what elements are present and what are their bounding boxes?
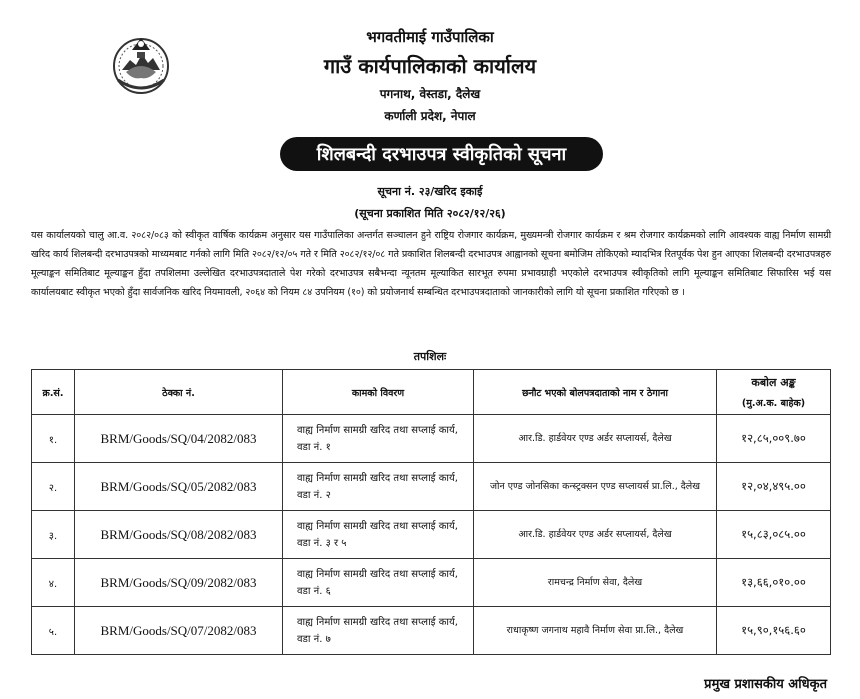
- cell-description: वाह्य निर्माण सामग्री खरिद तथा सप्लाई कार्य, वडा नं. १: [283, 415, 474, 463]
- cell-amount: १५,८३,०८५.००: [717, 511, 831, 559]
- header-sn: क्र.सं.: [32, 370, 75, 415]
- cell-description: वाह्य निर्माण सामग्री खरिद तथा सप्लाई कार्य, वडा नं. ३ र ५: [283, 511, 474, 559]
- award-table: [31, 369, 831, 655]
- header-bidder: छनौट भएको बोलपत्रदाताको नाम र ठेगाना: [474, 370, 717, 415]
- header-amount-label: कबोल अङ्क: [751, 376, 796, 389]
- schedule-label: तपशिलः: [413, 350, 447, 363]
- cell-amount: १२,०४,४९५.००: [717, 463, 831, 511]
- cell-sn: १.: [32, 415, 75, 463]
- cell-sn: ३.: [32, 511, 75, 559]
- cell-bidder: रामचन्द्र निर्माण सेवा, दैलेख: [474, 559, 717, 607]
- cell-bidder: आर.डि. हार्डवेयर एण्ड अर्डर सप्लायर्स, दैलेख: [474, 511, 717, 559]
- municipality-name: भगवतीमाई गाउँपालिका: [366, 28, 494, 46]
- notice-body: यस कार्यालयको चालु आ.व. २०८२/०८३ को स्वीकृत वार्षिक कार्यक्रम अनुसार यस गाउँपालिका अन्तर्गत सञ्चालन हुने राष्ट्रिय रोजगार कार्यक्रम, मुख्यमन्त्री रोजगार कार्यक्रम र श्रम रोजगार कार्यक्रमको लागि आवश्यक वाह्य निर्माण सामग्री खरिद कार्य शिलबन्दी दरभाउपत्रको माध्यमबाट गर्नको लागि मिति २०८२/१२/०५ गते र मिति २०८२/१२/०८ गते प्रकाशित शिलबन्दी दरभाउपत्र आह्वानको सूचना बमोजिम तोकिएको म्यादभित्र रितपूर्वक पेश हुन आएका शिलबन्दी दरभाउपत्रहरु मूल्याङ्कन समितिबाट मूल्याङ्कन हुँदा तपशिलमा उल्लेखित दरभाउपत्रदाताले पेश गरेको दरभाउपत्र सबैभन्दा न्यूनतम मूल्याकित सारभूत रुपमा प्रभावग्राही भएकोले दरभाउपत्र स्वीकृतिको लागि मूल्याङ्कन समितिबाट सिफारिस भई यस कार्यालयबाट स्वीकृत भएको हुँदा सार्वजनिक खरिद नियमावली, २०६४ को नियम ८४ उपनियम (१०) को प्रयोजनार्थ सम्बन्धित दरभाउपत्रदाताको जानकारीको लागि यो सूचना प्रकाशित गरिएको छ ।: [31, 230, 831, 298]
- cell-bidder: राधाकृष्ण जगनाथ महावै निर्माण सेवा प्रा.लि., दैलेख: [474, 607, 717, 655]
- header-amount-note: (मु.अ.क. बाहेक): [741, 398, 806, 409]
- cell-contract: BRM/Goods/SQ/04/2082/083: [75, 415, 283, 463]
- cell-description: वाह्य निर्माण सामग्री खरिद तथा सप्लाई कार्य, वडा नं. २: [283, 463, 474, 511]
- cell-sn: ५.: [32, 607, 75, 655]
- cell-bidder: जोन एण्ड जोनसिका कन्स्ट्रक्सन एण्ड सप्लायर्स प्रा.लि., दैलेख: [474, 463, 717, 511]
- cell-sn: २.: [32, 463, 75, 511]
- header-amount: [717, 370, 831, 415]
- table-row: [32, 511, 831, 559]
- cell-amount: १५,९०,१५६.६०: [717, 607, 831, 655]
- cell-sn: ४.: [32, 559, 75, 607]
- cell-contract: BRM/Goods/SQ/05/2082/083: [75, 463, 283, 511]
- cell-bidder: आर.डि. हार्डवेयर एण्ड अर्डर सप्लायर्स, दैलेख: [474, 415, 717, 463]
- cell-amount: १२,८५,००९.७०: [717, 415, 831, 463]
- header-description: कामको विवरण: [283, 370, 474, 415]
- province-name: कर्णाली प्रदेश, नेपाल: [384, 109, 476, 123]
- table-header-row: [32, 370, 831, 415]
- notice-title: शिलबन्दी दरभाउपत्र स्वीकृतिको सूचना: [316, 144, 567, 165]
- office-name: गाउँ कार्यपालिकाको कार्यालय: [323, 54, 537, 78]
- cell-contract: BRM/Goods/SQ/08/2082/083: [75, 511, 283, 559]
- table-row: [32, 415, 831, 463]
- cell-description: वाह्य निर्माण सामग्री खरिद तथा सप्लाई कार्य, वडा नं. ७: [283, 607, 474, 655]
- table-row: [32, 559, 831, 607]
- notice-title-banner: [280, 137, 603, 171]
- header-contract: ठेक्का नं.: [75, 370, 283, 415]
- cell-description: वाह्य निर्माण सामग्री खरिद तथा सप्लाई कार्य, वडा नं. ६: [283, 559, 474, 607]
- cell-contract: BRM/Goods/SQ/07/2082/083: [75, 607, 283, 655]
- cell-amount: १३,६६,०१०.००: [717, 559, 831, 607]
- signature-title: प्रमुख प्रशासकीय अधिकृत: [704, 677, 827, 692]
- notice-number: सूचना नं. २३/खरिद इकाई: [377, 185, 483, 198]
- table-row: [32, 463, 831, 511]
- table-row: [32, 607, 831, 655]
- cell-contract: BRM/Goods/SQ/09/2082/083: [75, 559, 283, 607]
- office-address: पगनाथ, वेस्तडा, दैलेख: [379, 87, 481, 101]
- notice-published-date: (सूचना प्रकाशित मिति २०८२/१२/२६): [354, 207, 506, 220]
